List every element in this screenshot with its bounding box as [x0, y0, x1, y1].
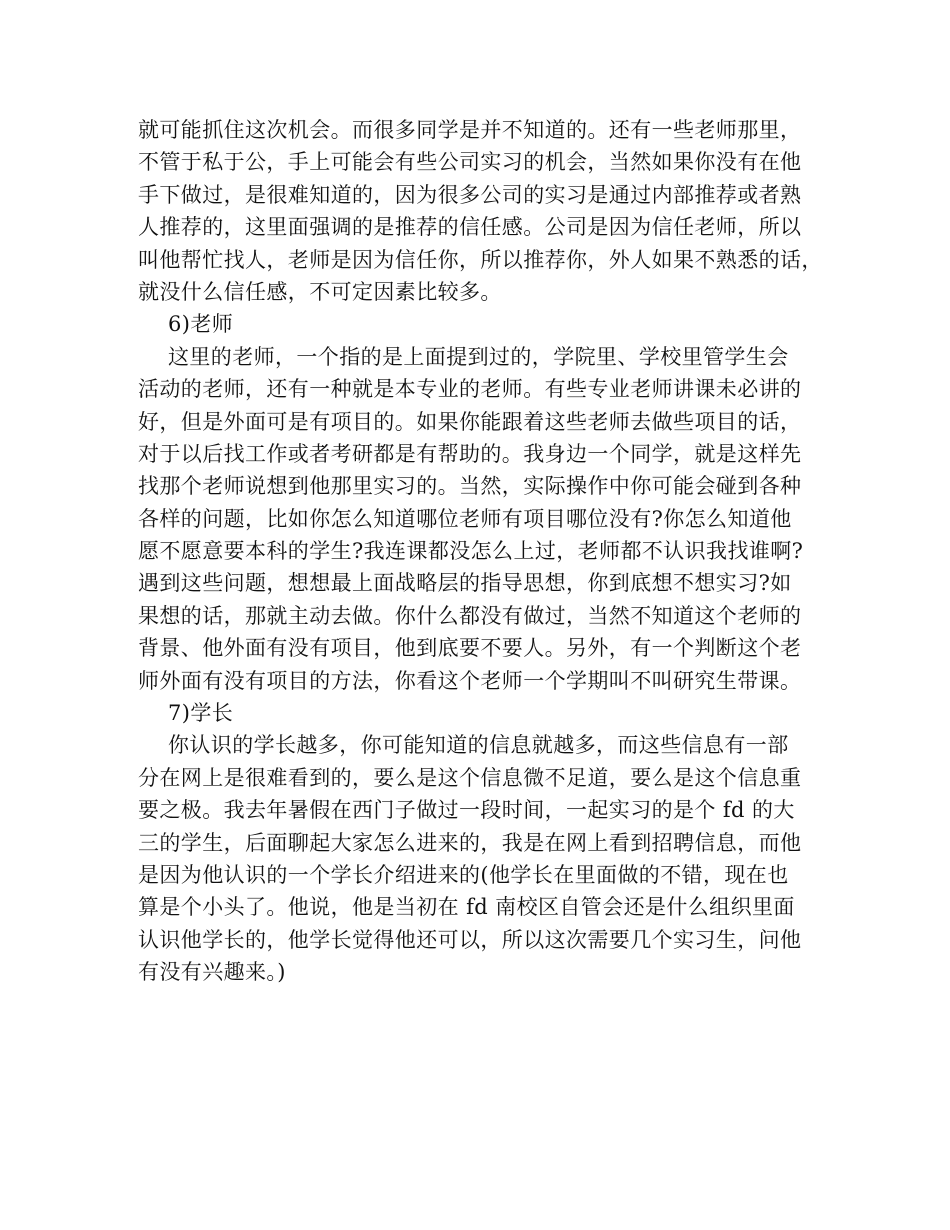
- text-line: 认识他学长的，他学长觉得他还可以，所以这次需要几个实习生，问他: [138, 927, 802, 952]
- text-line: 人推荐的，这里面强调的是推荐的信任感。公司是因为信任老师，所以: [138, 215, 802, 240]
- text-line: 找那个老师说想到他那里实习的。当然，实际操作中你可能会碰到各种: [138, 474, 802, 499]
- text-line: 7)学长: [168, 701, 234, 726]
- text-line: 你认识的学长越多，你可能知道的信息就越多，而这些信息有一部: [168, 733, 789, 758]
- text-line: 是因为他认识的一个学长介绍进来的(他学长在里面做的不错，现在也: [138, 862, 789, 887]
- text-line: 不管于私于公，手上可能会有些公司实习的机会，当然如果你没有在他: [138, 150, 802, 175]
- text-line: 三的学生，后面聊起大家怎么进来的，我是在网上看到招聘信息，而他: [138, 830, 802, 855]
- text-line: 对于以后找工作或者考研都是有帮助的。我身边一个同学，就是这样先: [138, 441, 802, 466]
- text-line: 6)老师: [168, 312, 234, 337]
- document-body: [138, 114, 828, 989]
- text-line: 这里的老师，一个指的是上面提到过的，学院里、学校里管学生会: [168, 344, 789, 369]
- text-line: 遇到这些问题，想想最上面战略层的指导思想，你到底想不想实习?如: [138, 571, 792, 596]
- text-line: 算是个小头了。他说，他是当初在 fd 南校区自管会还是什么组织里面: [138, 895, 795, 920]
- text-line: 手下做过，是很难知道的，因为很多公司的实习是通过内部推荐或者熟: [138, 182, 802, 207]
- text-line: 好，但是外面可是有项目的。如果你能跟着这些老师去做些项目的话，: [138, 409, 802, 434]
- text-line: 师外面有没有项目的方法，你看这个老师一个学期叫不叫研究生带课。: [138, 668, 802, 693]
- text-line: 有没有兴趣来。): [138, 960, 286, 985]
- text-line: 就可能抓住这次机会。而很多同学是并不知道的。还有一些老师那里，: [138, 118, 802, 142]
- text-line: 愿不愿意要本科的学生?我连课都没怎么上过，老师都不认识我找谁啊?: [138, 539, 804, 564]
- text-line: 叫他帮忙找人，老师是因为信任你，所以推荐你，外人如果不熟悉的话，: [138, 247, 823, 272]
- text-line: 果想的话，那就主动去做。你什么都没有做过，当然不知道这个老师的: [138, 603, 802, 628]
- text-line: 分在网上是很难看到的，要么是这个信息微不足道，要么是这个信息重: [138, 765, 802, 790]
- text-line: 要之极。我去年暑假在西门子做过一段时间，一起实习的是个 fd 的大: [138, 798, 795, 823]
- text-line: 各样的问题，比如你怎么知道哪位老师有项目哪位没有?你怎么知道他: [138, 506, 792, 531]
- text-line: 就没什么信任感，不可定因素比较多。: [138, 279, 502, 304]
- text-line: 背景、他外面有没有项目，他到底要不要人。另外，有一个判断这个老: [138, 636, 802, 661]
- text-line: 活动的老师，还有一种就是本专业的老师。有些专业老师讲课未必讲的: [138, 377, 802, 402]
